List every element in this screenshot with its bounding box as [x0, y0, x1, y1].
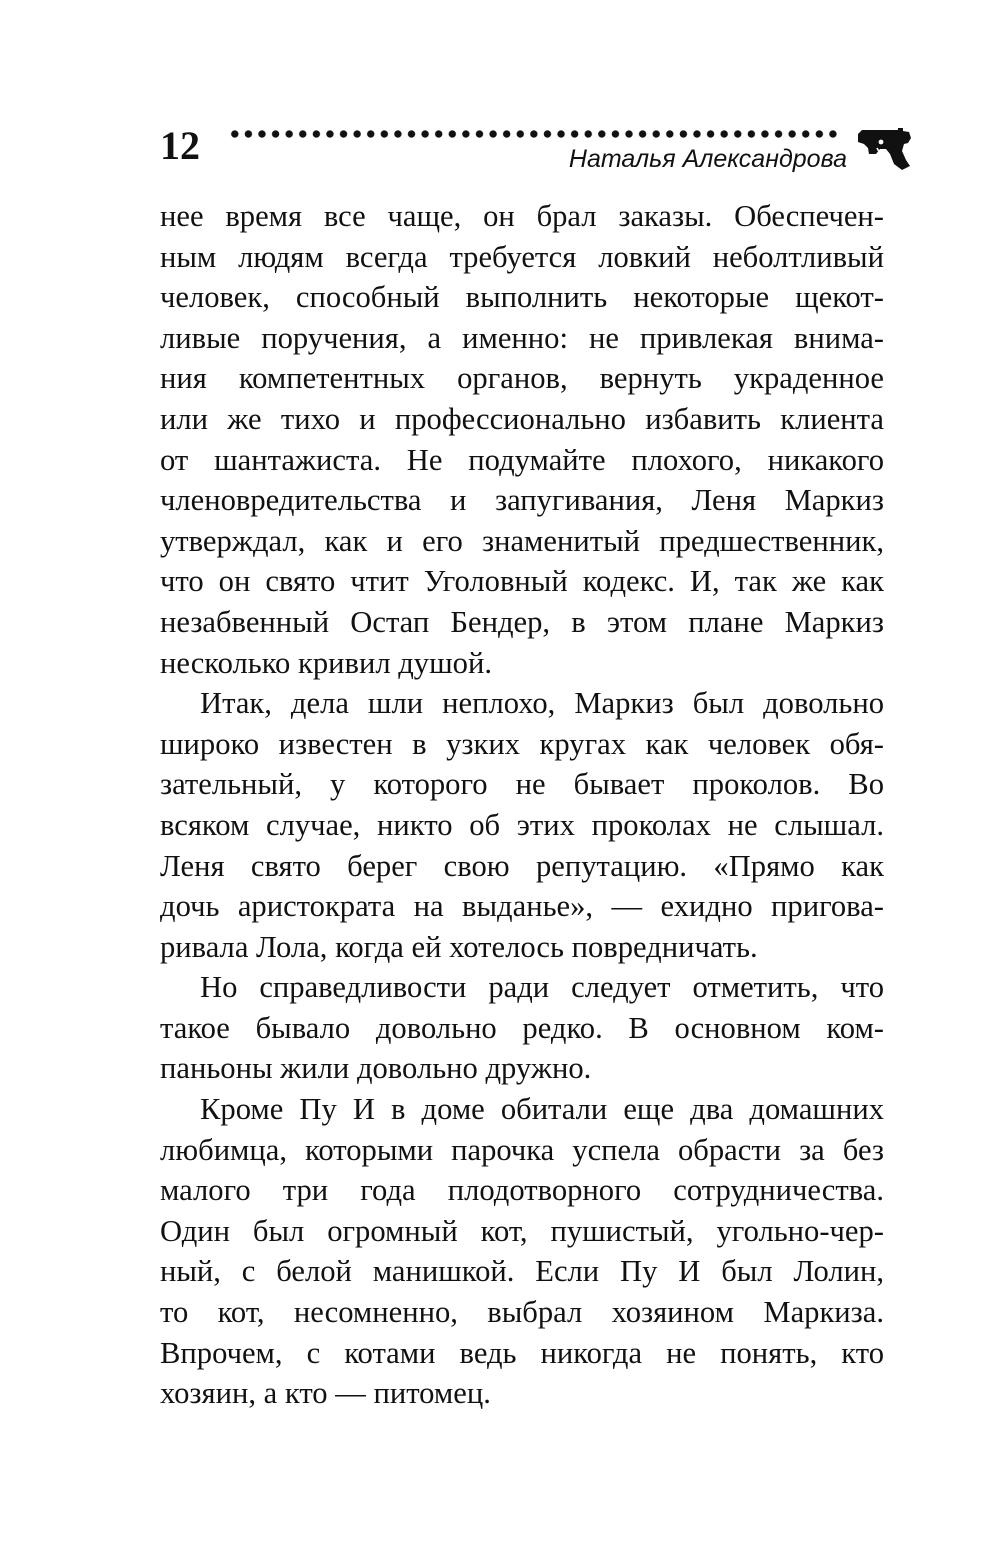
text-line: нее время все чаще, он брал заказы. Обеспечен- — [160, 199, 884, 233]
text-line: ния компетентных органов, вернуть украденное — [160, 361, 884, 396]
text-line: от шантажиста. Не подумайте плохого, никакого — [160, 442, 884, 477]
header-dot-leader — [228, 128, 840, 140]
text-line: несколько кривил душой. — [160, 645, 492, 680]
text-line: ным людям всегда требуется ловкий неболтливый — [160, 239, 884, 274]
text-line: дочь аристократа на выданье», — ехидно пригова- — [160, 889, 884, 924]
text-line: ривала Лола, когда ей хотелось повредничать. — [160, 929, 758, 964]
text-line: хозяин, а кто — питомец. — [160, 1376, 491, 1411]
text-line: незабвенный Остап Бендер, в этом плане Маркиз — [160, 604, 884, 639]
text-line: Один был огромный кот, пушистый, угольно-чер- — [160, 1213, 884, 1248]
text-line: Впрочем, с котами ведь никогда не понять, кто — [160, 1335, 884, 1370]
text-line: утверждал, как и его знаменитый предшественник, — [160, 523, 884, 558]
text-line: ливые поручения, а именно: не привлекая внима- — [160, 320, 884, 355]
text-line: членовредительства и запугивания, Леня Маркиз — [160, 483, 884, 518]
page-number: 12 — [160, 123, 200, 168]
text-line: малого три года плодотворного сотрудничества. — [160, 1173, 884, 1208]
text-line: то кот, несомненно, выбрал хозяином Маркиза. — [160, 1295, 884, 1330]
paragraph-4 — [160, 1089, 884, 1414]
paragraph-3 — [160, 967, 884, 1089]
text-line: или же тихо и профессионально избавить клиента — [160, 401, 884, 436]
text-line: паньоны жили довольно дружно. — [160, 1051, 592, 1086]
text-line: Но справедливости ради следует отметить, что — [200, 970, 884, 1005]
text-line: Кроме Пу И в доме обитали еще два домашних — [200, 1092, 884, 1127]
body-text — [160, 196, 884, 1414]
text-line: что он свято чтит Уголовный кодекс. И, так же как — [160, 564, 884, 599]
text-line: зательный, у которого не бывает проколов. Во — [160, 767, 884, 802]
text-line: Итак, дела шли неплохо, Маркиз был довольно — [200, 686, 884, 721]
text-line: всяком случае, никто об этих проколах не слышал. — [160, 807, 884, 842]
author-name: Наталья Александрова — [568, 145, 847, 173]
revolver-icon — [856, 124, 916, 170]
paragraph-2 — [160, 683, 884, 967]
text-line: такое бывало довольно редко. В основном ком- — [160, 1010, 884, 1045]
text-line: любимца, которыми парочка успела обрасти за без — [160, 1132, 884, 1167]
text-line: человек, способный выполнить некоторые щекот- — [160, 280, 884, 315]
text-line: широко известен в узких кругах как человек обя- — [160, 726, 884, 761]
text-line: Леня свято берег свою репутацию. «Прямо как — [160, 848, 884, 883]
text-line: ный, с белой манишкой. Если Пу И был Лолин, — [160, 1254, 884, 1289]
paragraph-1 — [160, 196, 884, 683]
